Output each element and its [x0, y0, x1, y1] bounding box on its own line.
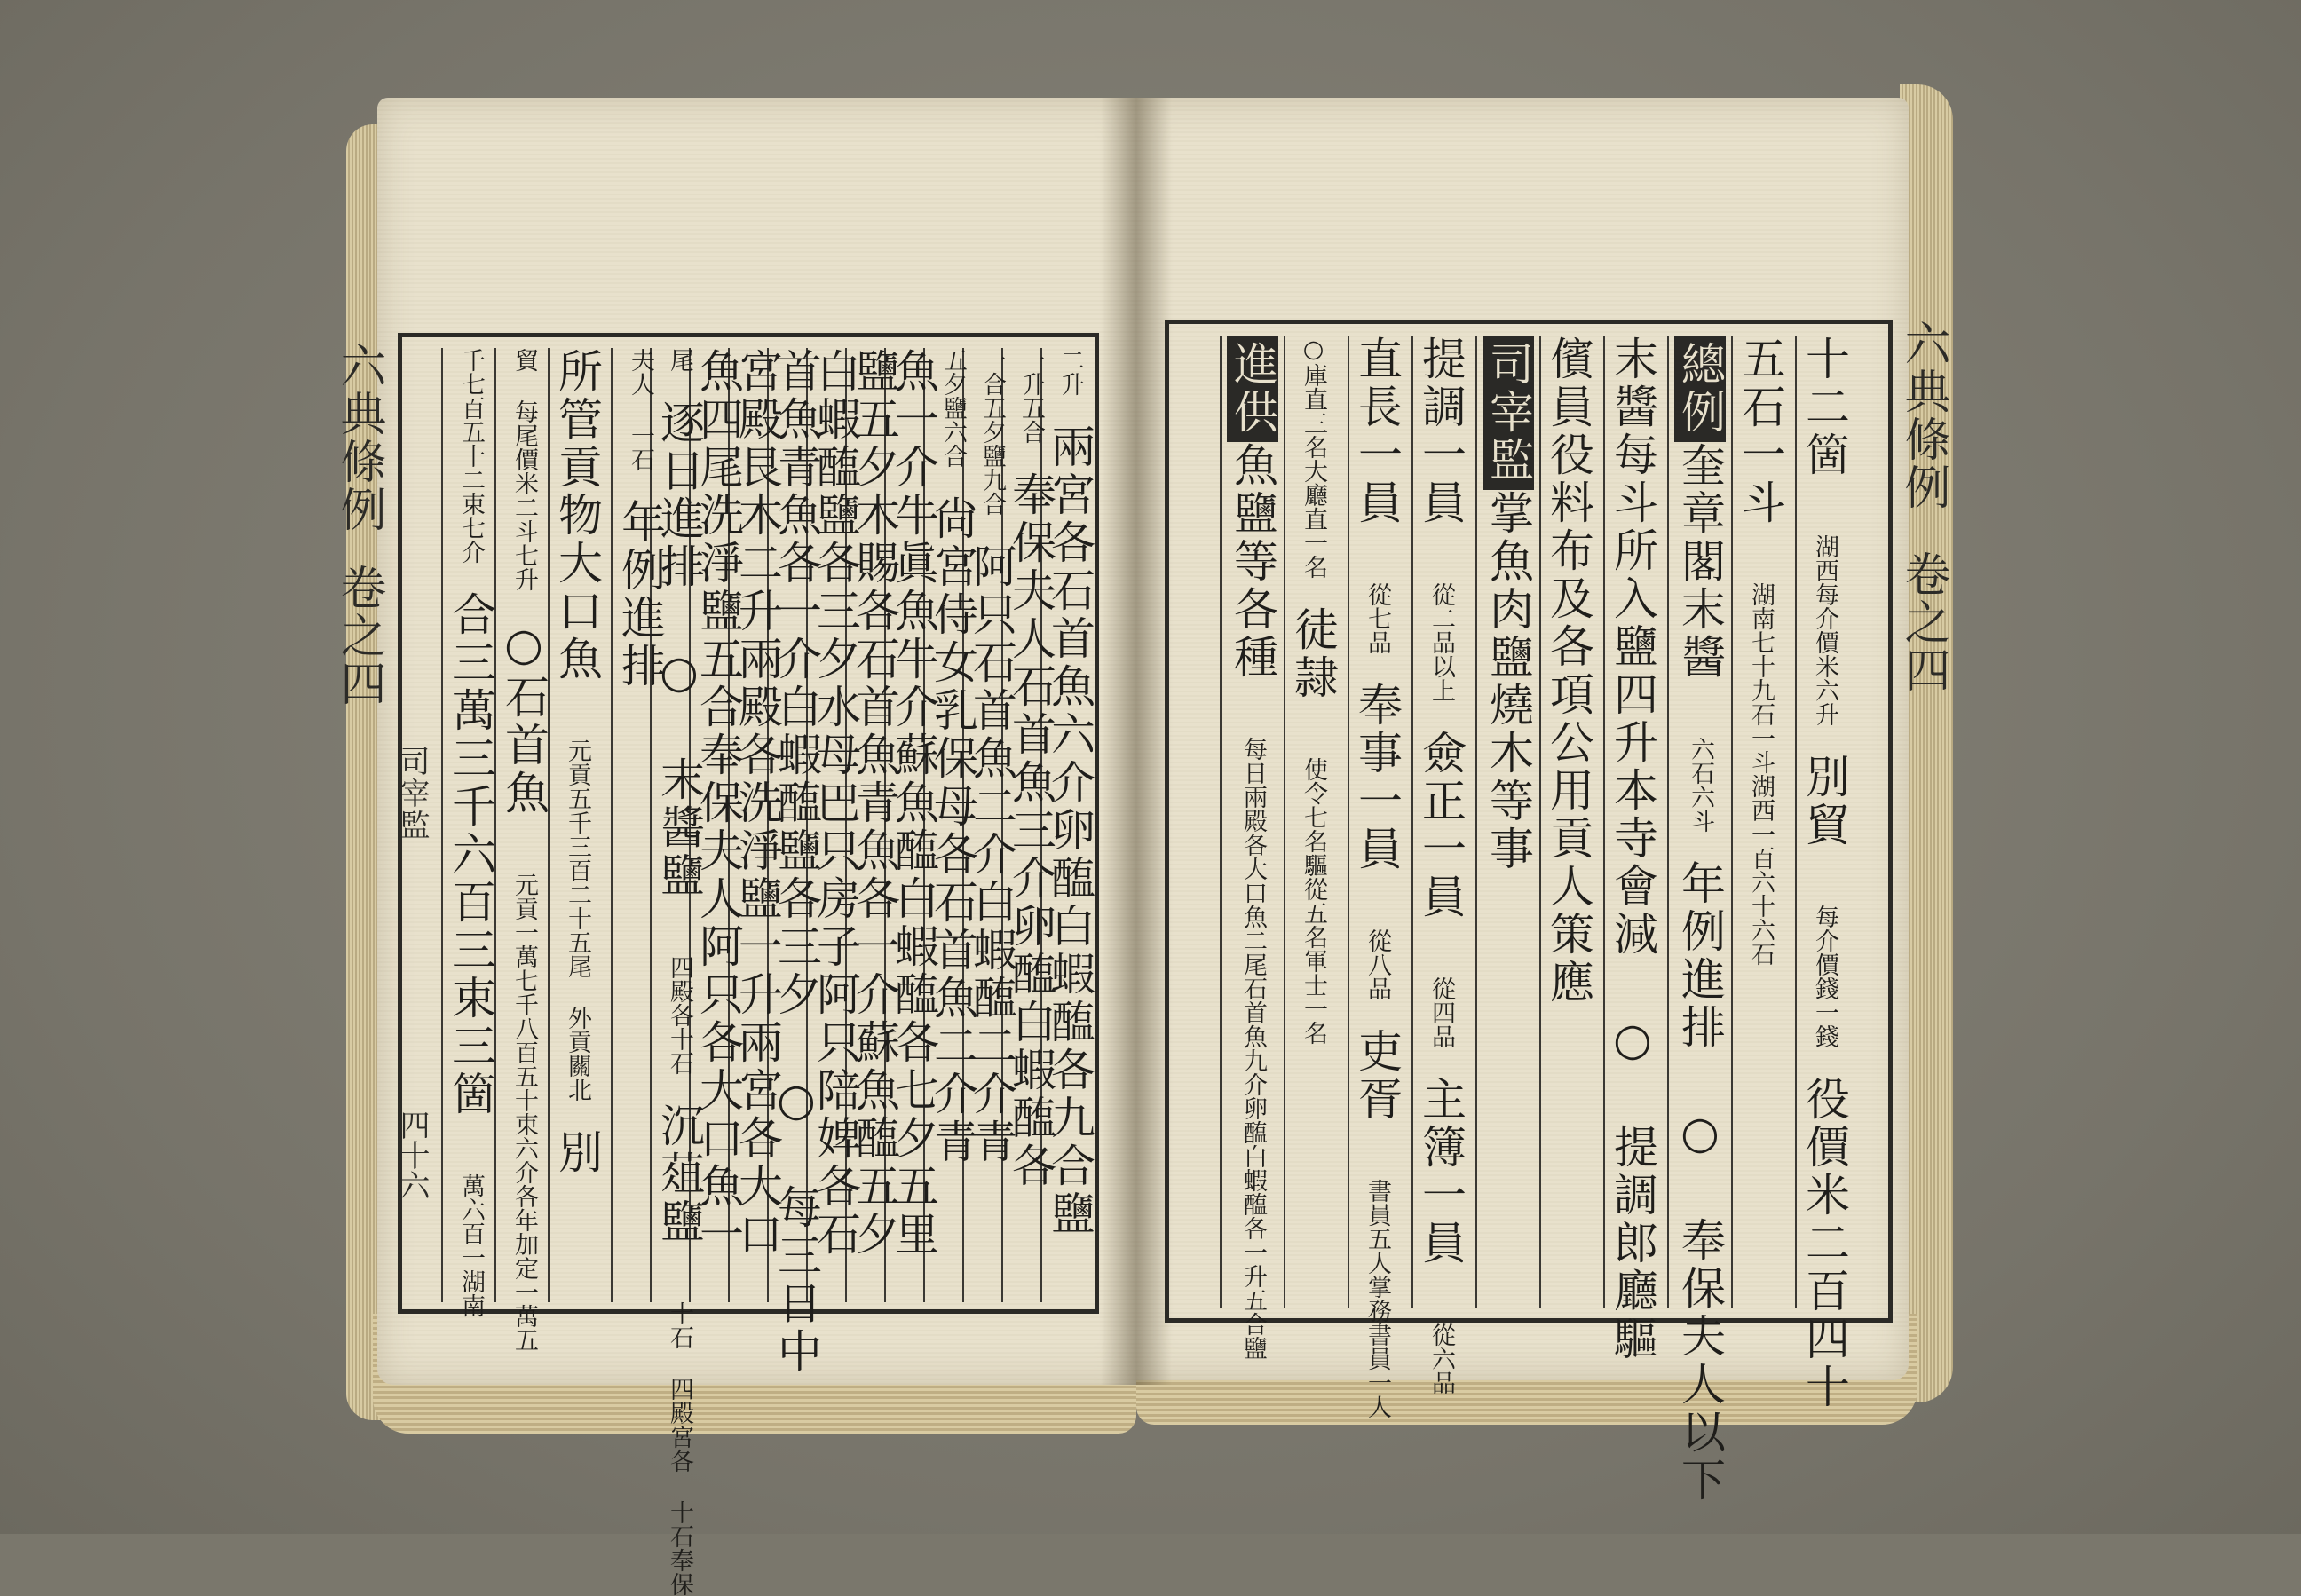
column-rule: [1284, 336, 1285, 1308]
text-segment: 首魚青魚各一介白蝦醢鹽各三夕 ○ 每三日中: [771, 348, 822, 1376]
text-column: [614, 348, 666, 1302]
column-rule: [1795, 336, 1797, 1308]
text-segment: 十石: [666, 1301, 693, 1377]
text-segment: 白蝦醢鹽各三夕水母巴只房子阿只陪婢各石: [810, 348, 861, 1259]
text-column: [498, 348, 550, 1352]
left-margin-volume: 卷之四: [332, 564, 385, 707]
text-segment: 沉葅鹽: [653, 1102, 705, 1301]
text-segment: 從六品: [1427, 1323, 1455, 1395]
text-segment: 奉保夫人石首魚三介卵醢白蝦醢各: [1005, 471, 1056, 1190]
column-rule: [1348, 336, 1349, 1308]
text-column: [445, 348, 496, 1317]
text-column: [1287, 336, 1339, 1308]
text-segment: 每尾價米二斗七升: [510, 399, 538, 619]
column-rule: [1731, 336, 1733, 1308]
text-segment: 年例進排 ○ 奉保夫人以下: [1674, 860, 1726, 1505]
text-column: [1227, 336, 1278, 1360]
text-segment: 從七品: [1364, 582, 1391, 682]
column-rule: [1475, 336, 1477, 1308]
column-rule: [1411, 336, 1413, 1308]
text-segment: 奎章閣末醬: [1674, 442, 1726, 737]
text-segment: 別: [551, 1129, 603, 1177]
text-segment: 從四品: [1427, 976, 1455, 1076]
text-segment: 僉正一員: [1415, 730, 1467, 976]
text-segment: 宮殿艮木二升兩殿各洗淨鹽一升兩宮各大口: [731, 348, 783, 1259]
text-segment: 阿只石首魚二介白蝦醢二介青: [966, 543, 1017, 1166]
text-segment: ○石首魚: [498, 619, 550, 873]
text-segment: 外貢關北: [564, 1006, 591, 1129]
text-segment: 從八品: [1364, 928, 1391, 1028]
text-segment: 魚一介牛眞魚牛介蘇魚醢白蝦醢各七夕五里: [888, 348, 939, 1259]
text-segment: 二升: [1056, 348, 1084, 423]
text-segment: 書員五人掌務書員一人: [1364, 1179, 1391, 1418]
text-segment: 一石: [627, 423, 654, 499]
text-segment: 役價米二百四十: [1799, 1076, 1850, 1411]
book-gutter: [1101, 98, 1172, 1385]
text-segment: 從二品以上: [1427, 582, 1455, 730]
text-column: [1607, 336, 1658, 1363]
text-column: [653, 348, 705, 1596]
text-segment: 年例進排: [614, 499, 666, 691]
text-segment: 合三萬三千六百三束三箇: [445, 591, 496, 1173]
text-segment: 一升五合: [1017, 348, 1045, 471]
text-segment: 掌魚肉鹽燒木等事: [1483, 490, 1534, 873]
text-segment: 鹽五夕木賜各石首魚青魚各一介蘇魚醢五夕: [849, 348, 900, 1259]
text-column: [1735, 336, 1786, 1308]
text-column: [1674, 336, 1726, 1505]
text-column: [551, 348, 603, 1302]
text-segment: 直長一員: [1351, 336, 1403, 582]
left-margin-title: 六典條例: [332, 342, 385, 533]
column-rule: [1539, 336, 1541, 1308]
text-segment: 尾: [666, 348, 693, 399]
text-segment: 元貢五千三百二十五尾: [564, 739, 591, 1006]
text-segment: 元貢一萬七千八百五十束六介各年加定一萬五: [510, 873, 538, 1352]
text-segment: 提調一員: [1415, 336, 1467, 582]
text-segment: 一合五夕鹽九合: [978, 348, 1006, 543]
text-segment: 魚鹽等各種: [1227, 442, 1278, 737]
text-segment: 使令七名驅從五名軍士一名: [1300, 757, 1327, 1045]
text-column: [1415, 336, 1467, 1395]
text-segment: 別貿: [1799, 754, 1850, 905]
text-segment: 湖西每介價米六升: [1811, 534, 1838, 754]
section-heading: 司宰監: [1483, 336, 1534, 490]
text-segment: 每介價錢一錢: [1811, 905, 1838, 1076]
text-segment: 四殿宮各: [666, 1377, 693, 1500]
text-segment: 徒隷: [1287, 606, 1339, 757]
text-column: [1351, 336, 1403, 1418]
text-segment: 吏胥: [1351, 1028, 1403, 1179]
column-rule: [611, 348, 613, 1302]
text-segment: 四殿各十石: [666, 955, 693, 1102]
text-segment: 六石六斗: [1687, 737, 1714, 860]
text-segment: 千七百五十二束七介: [457, 348, 485, 591]
text-segment: ○庫直三名大廳直一名: [1300, 336, 1327, 606]
column-rule: [441, 348, 443, 1302]
section-heading: 進供: [1227, 336, 1278, 442]
text-segment: 夫人: [627, 348, 654, 423]
text-column: [1543, 336, 1594, 1308]
text-segment: 魚四尾洗淨鹽五合奉保夫人阿只各大口魚一: [692, 348, 744, 1259]
section-heading: 總例: [1674, 336, 1726, 442]
text-column: [1799, 336, 1850, 1411]
text-segment: 每日兩殿各大口魚二尾石首魚九介卵醢白蝦醢各一升五合鹽: [1239, 737, 1267, 1360]
text-segment: 十二箇: [1799, 336, 1850, 534]
left-margin-section: 司宰監: [394, 746, 430, 841]
text-segment: 尙宮侍女乳保母各石首魚二介青: [927, 495, 978, 1166]
text-segment: 逐日進排 ○ 末醬鹽: [653, 399, 705, 955]
column-rule: [1603, 336, 1605, 1308]
right-margin-volume: 卷之四: [1896, 550, 1949, 694]
text-segment: 五夕鹽六合: [939, 348, 967, 495]
text-segment: 奉事一員: [1351, 682, 1403, 928]
text-segment: 末醬每斗所入鹽四升本寺會減 ○ 提調郎廳驅: [1607, 336, 1658, 1363]
text-segment: 所管貢物大口魚: [551, 348, 603, 739]
text-column: [1483, 336, 1534, 1308]
text-segment: 兩宮各石首魚六介卵醢白蝦醢各九合鹽: [1044, 423, 1095, 1238]
text-segment: 儐員役料布及各項公用貢人策應: [1543, 336, 1594, 1007]
text-segment: 貿: [510, 348, 538, 399]
text-segment: 十石奉保: [666, 1500, 693, 1596]
column-rule: [1667, 336, 1669, 1308]
right-margin-title: 六典條例: [1896, 320, 1949, 511]
text-segment: 湖南七十九石一斗湖西一百六十六石: [1747, 582, 1775, 966]
column-rule: [1220, 336, 1222, 1308]
text-segment: 主簿一員: [1415, 1076, 1467, 1323]
text-segment: 萬六百一湖南: [457, 1173, 485, 1317]
text-segment: 五石一斗: [1735, 336, 1786, 582]
left-page-number: 四十六: [394, 1110, 430, 1200]
